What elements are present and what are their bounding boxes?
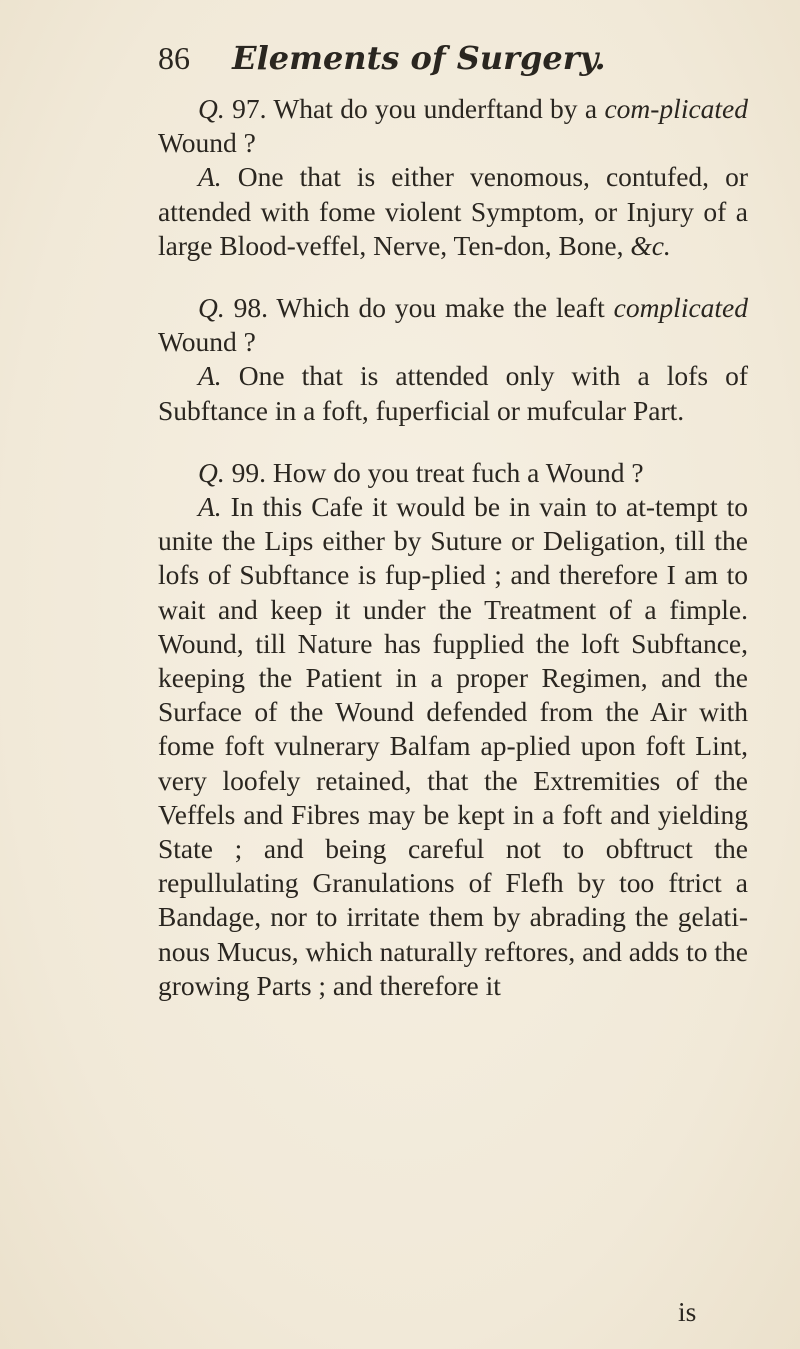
answer-99 [158, 490, 748, 1003]
question-99 [158, 456, 748, 490]
running-title: Elements of Surgery. [232, 39, 606, 77]
running-header [158, 38, 718, 78]
answer-text: In this Cafe it would be in vain to at-tempt to unite the Lips either by Suture or Deligation, till the lofs of Subftance is fup-plied ; and therefore I am to wait and keep it under the Treatment of a fimple. Wound, till Nature has fupplied the loft Subftance, keeping the Patient in a proper Regimen, and the Surface of the Wound defended from the Air with fome foft vulnerary Balfam ap-plied upon foft Lint, very loofely retained, that the Extremities of the Veffels and Fibres may be kept in a foft and yielding State ; and being careful not to obftruct the repullulating Granulations of Flefh by too ftrict a Bandage, nor to irritate them by abrading the gelati-nous Mucus, which naturally reftores, and adds to the growing Parts ; and therefore it [158, 491, 749, 1001]
page-number: 86 [158, 40, 190, 76]
answer-mark-label: A. [198, 360, 222, 392]
question-end: Wound ? [158, 326, 256, 358]
question-text: How do you treat fuch a Wound ? [272, 456, 644, 488]
answer-mark-label: A. [198, 491, 222, 523]
question-number: 99. [231, 456, 266, 488]
question-mark-label: Q. [198, 292, 225, 324]
catchword: is [678, 1296, 697, 1327]
answer-98 [158, 359, 748, 427]
question-italic: com-plicated [604, 93, 749, 124]
question-97 [158, 92, 748, 160]
body-text [158, 92, 748, 1003]
question-number: 98. [233, 292, 268, 324]
answer-text: One that is attended only with a lofs of Subftance in a foft, fuperficial or mufcular Part. [158, 360, 749, 426]
question-end: Wound ? [158, 127, 256, 159]
question-italic: complicated [613, 292, 749, 324]
answer-97 [158, 160, 748, 263]
answer-text: One that is either venomous, contufed, or attended with fome violent Symptom, or Injury of a large Blood-veffel, Nerve, Ten-don, Bone, [158, 161, 748, 261]
question-mark-label: Q. [198, 93, 225, 124]
question-number: 97. [232, 93, 267, 124]
answer-mark-label: A. [198, 161, 222, 193]
question-text: Which do you make the leaft [276, 292, 605, 324]
question-mark-label: Q. [198, 456, 225, 488]
question-text: What do you underftand by a [273, 93, 598, 124]
question-98 [158, 291, 748, 359]
answer-italic-end: &c. [630, 229, 671, 261]
